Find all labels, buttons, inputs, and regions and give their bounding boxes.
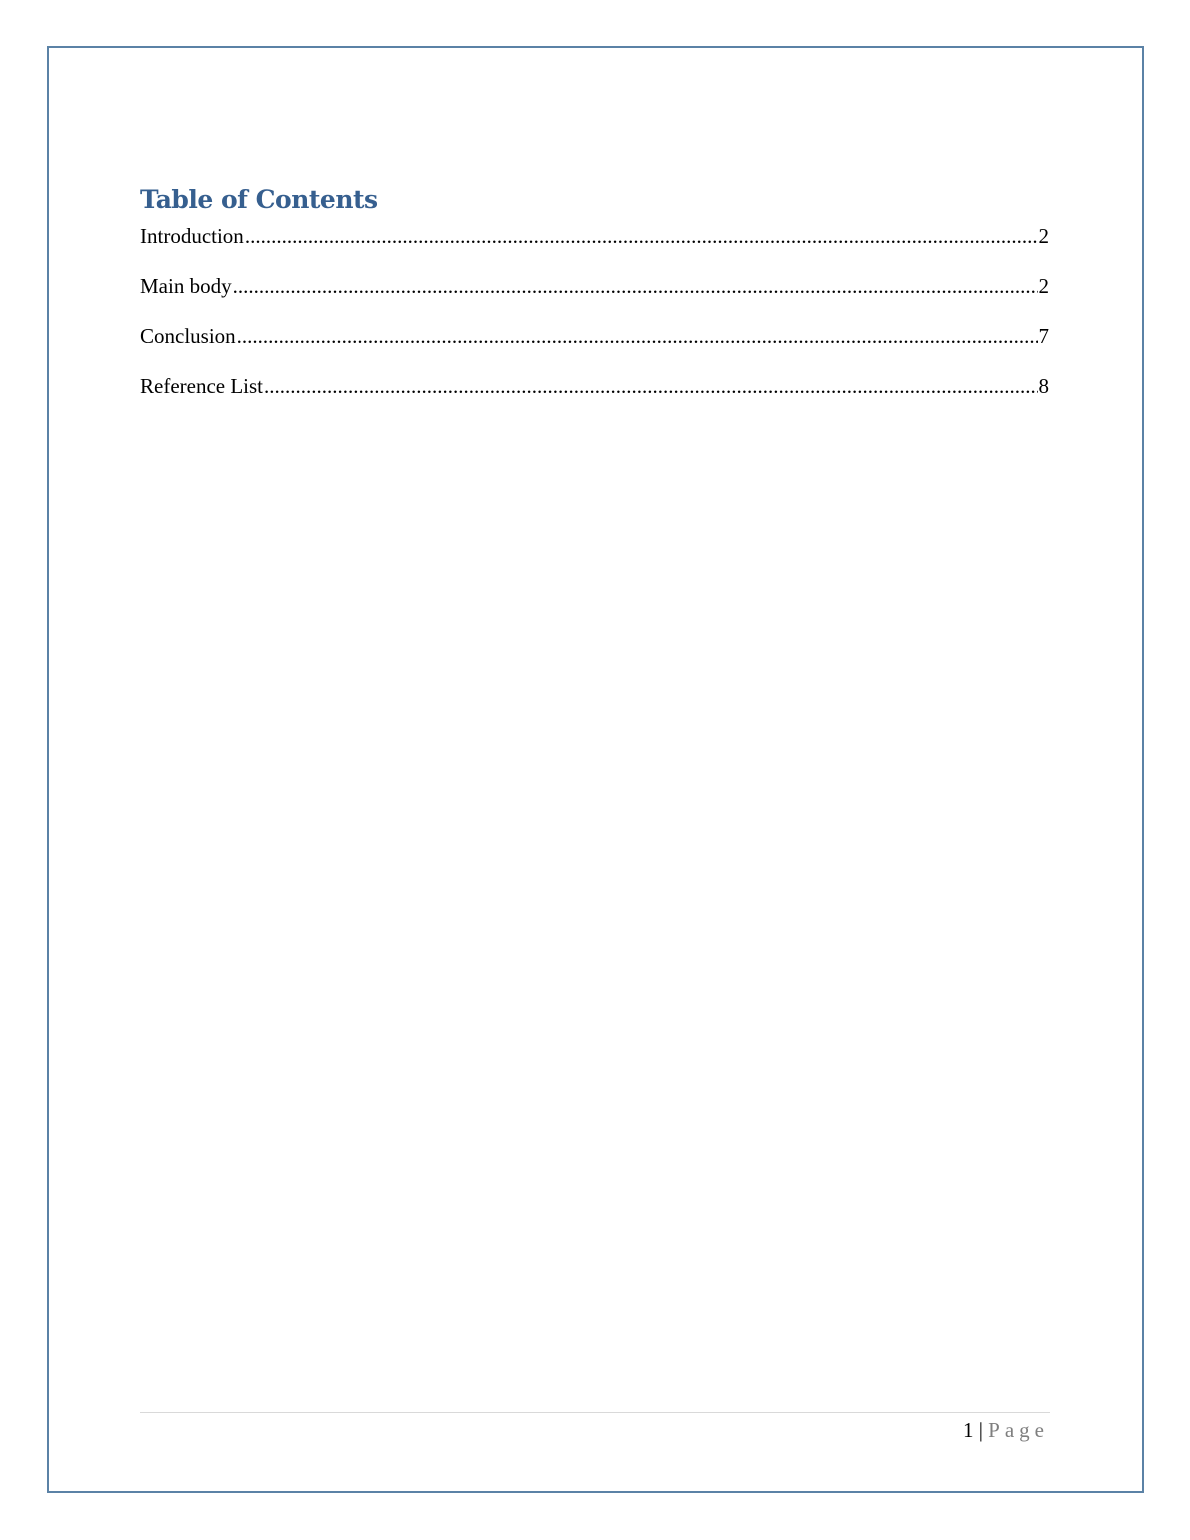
footer-separator: | [973,1418,989,1442]
toc-entry-label: Main body [140,274,232,298]
toc-entry-label: Introduction [140,224,244,248]
toc-entry-label: Conclusion [140,324,236,348]
toc-entry-label: Reference List [140,374,264,398]
toc-entry-introduction[interactable] [140,224,1049,274]
page-footer [963,1418,1049,1443]
toc-heading: Table of Contents [140,185,378,214]
footer-rule [140,1412,1050,1413]
toc-entry-page: 2 [1038,274,1049,298]
toc-entry-main-body[interactable] [140,274,1049,324]
toc-dot-leader [233,274,1038,299]
toc-dot-leader [264,374,1037,399]
toc-dot-leader [245,224,1038,249]
toc-list [140,224,1049,424]
toc-entry-page: 7 [1038,324,1049,348]
toc-entry-page: 8 [1038,374,1049,398]
footer-page-word: Page [988,1418,1049,1442]
toc-entry-conclusion[interactable] [140,324,1049,374]
toc-entry-reference-list[interactable] [140,374,1049,424]
footer-page-number: 1 [962,1418,974,1442]
toc-entry-page: 2 [1038,224,1049,248]
toc-dot-leader [237,324,1038,349]
